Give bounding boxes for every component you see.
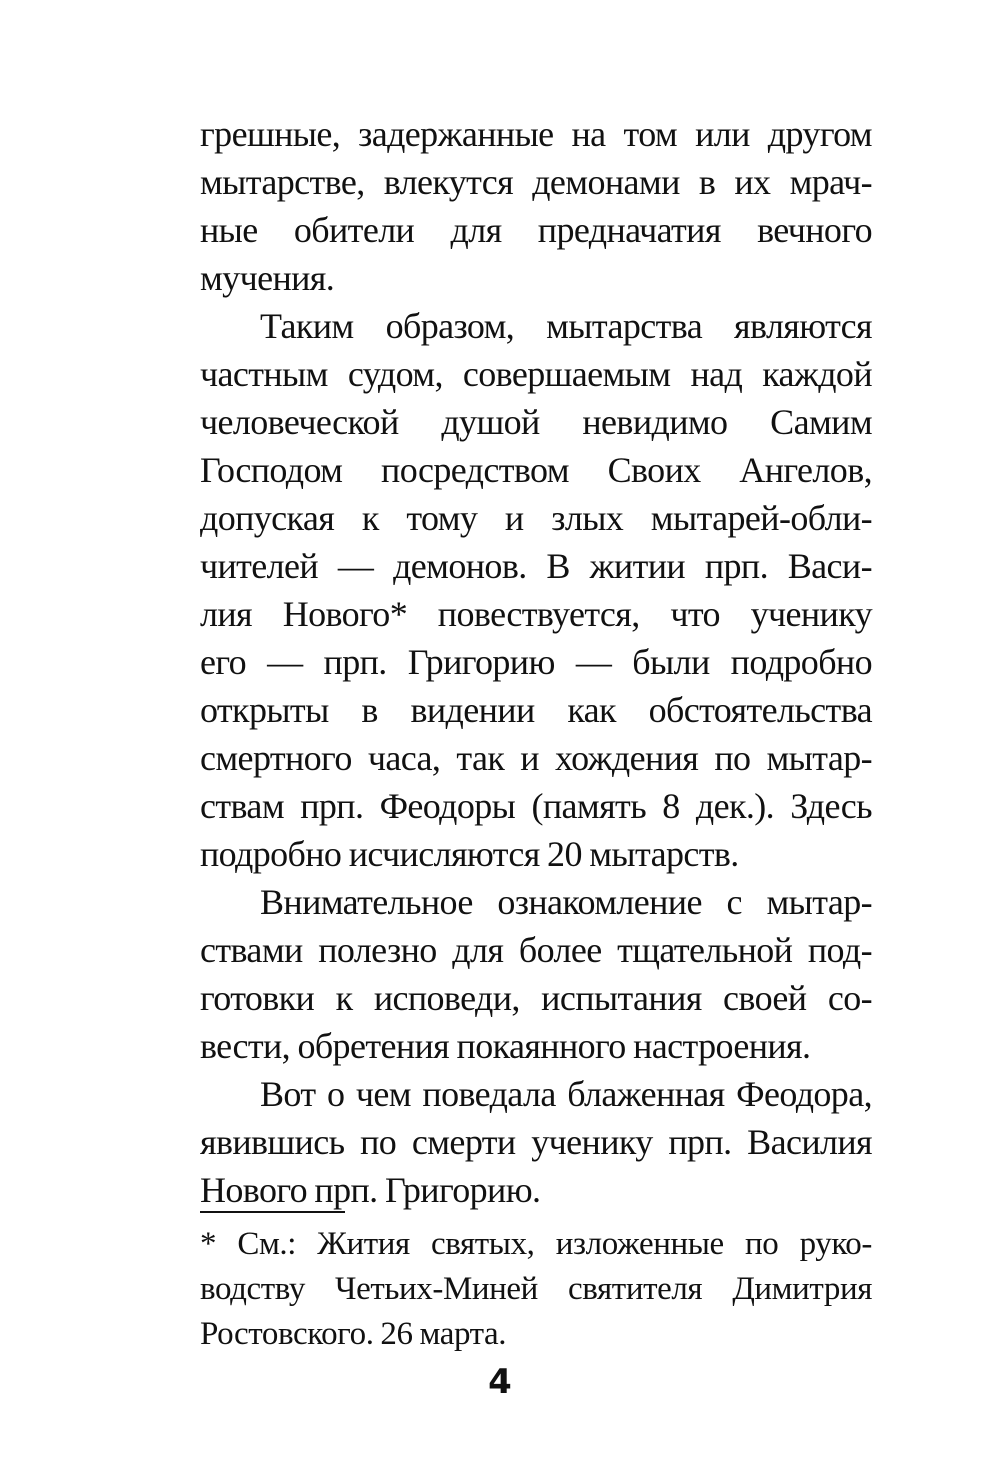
text-line: готовки к исповеди, испытания своей со- (200, 978, 872, 1018)
footnote-line: * См.: Жития святых, изложенные по руко- (200, 1226, 872, 1262)
footnote-line: водству Четьих-Миней святителя Димитрия (200, 1271, 872, 1307)
text-line: Господом посредством Своих Ангелов, (200, 450, 872, 490)
main-text (200, 110, 872, 1214)
text-line: чителей — демонов. В житии прп. Васи- (200, 546, 872, 586)
text-line: Нового прп. Григорию. (200, 1170, 541, 1210)
text-line: смертного часа, так и хождения по мытар- (200, 738, 872, 778)
text-line: Вот о чем поведала блаженная Феодора, (260, 1074, 872, 1114)
text-line: Таким образом, мытарства являются (260, 306, 872, 346)
text-line: лия Нового* повествуется, что ученику (200, 594, 872, 634)
text-line: допуская к тому и злых мытарей-обли- (200, 498, 872, 538)
footnote-line: Ростовского. 26 марта. (200, 1316, 507, 1352)
text-line: ные обители для предначатия вечного (200, 210, 872, 250)
footnote-divider (200, 1211, 345, 1213)
text-line: открыты в видении как обстоятельства (200, 690, 872, 730)
text-line: подробно исчисляются 20 мытарств. (200, 834, 739, 874)
text-line: частным судом, совершаемым над каждой (200, 354, 872, 394)
text-line: ствами полезно для более тщательной под- (200, 930, 872, 970)
text-line: явившись по смерти ученику прп. Василия (200, 1122, 872, 1162)
footnote (200, 1222, 872, 1357)
text-line: ствам прп. Феодоры (память 8 дек.). Здесь (200, 786, 872, 826)
page-number: 4 (488, 1362, 512, 1402)
text-line: человеческой душой невидимо Самим (200, 402, 872, 442)
text-line: Внимательное ознакомление с мытар- (260, 882, 872, 922)
text-line: мытарстве, влекутся демонами в их мрач- (200, 162, 872, 202)
text-line: его — прп. Григорию — были подробно (200, 642, 872, 682)
text-line: мучения. (200, 258, 335, 298)
text-line: вести, обретения покаянного настроения. (200, 1026, 811, 1066)
text-line: грешные, задержанные на том или другом (200, 114, 872, 154)
